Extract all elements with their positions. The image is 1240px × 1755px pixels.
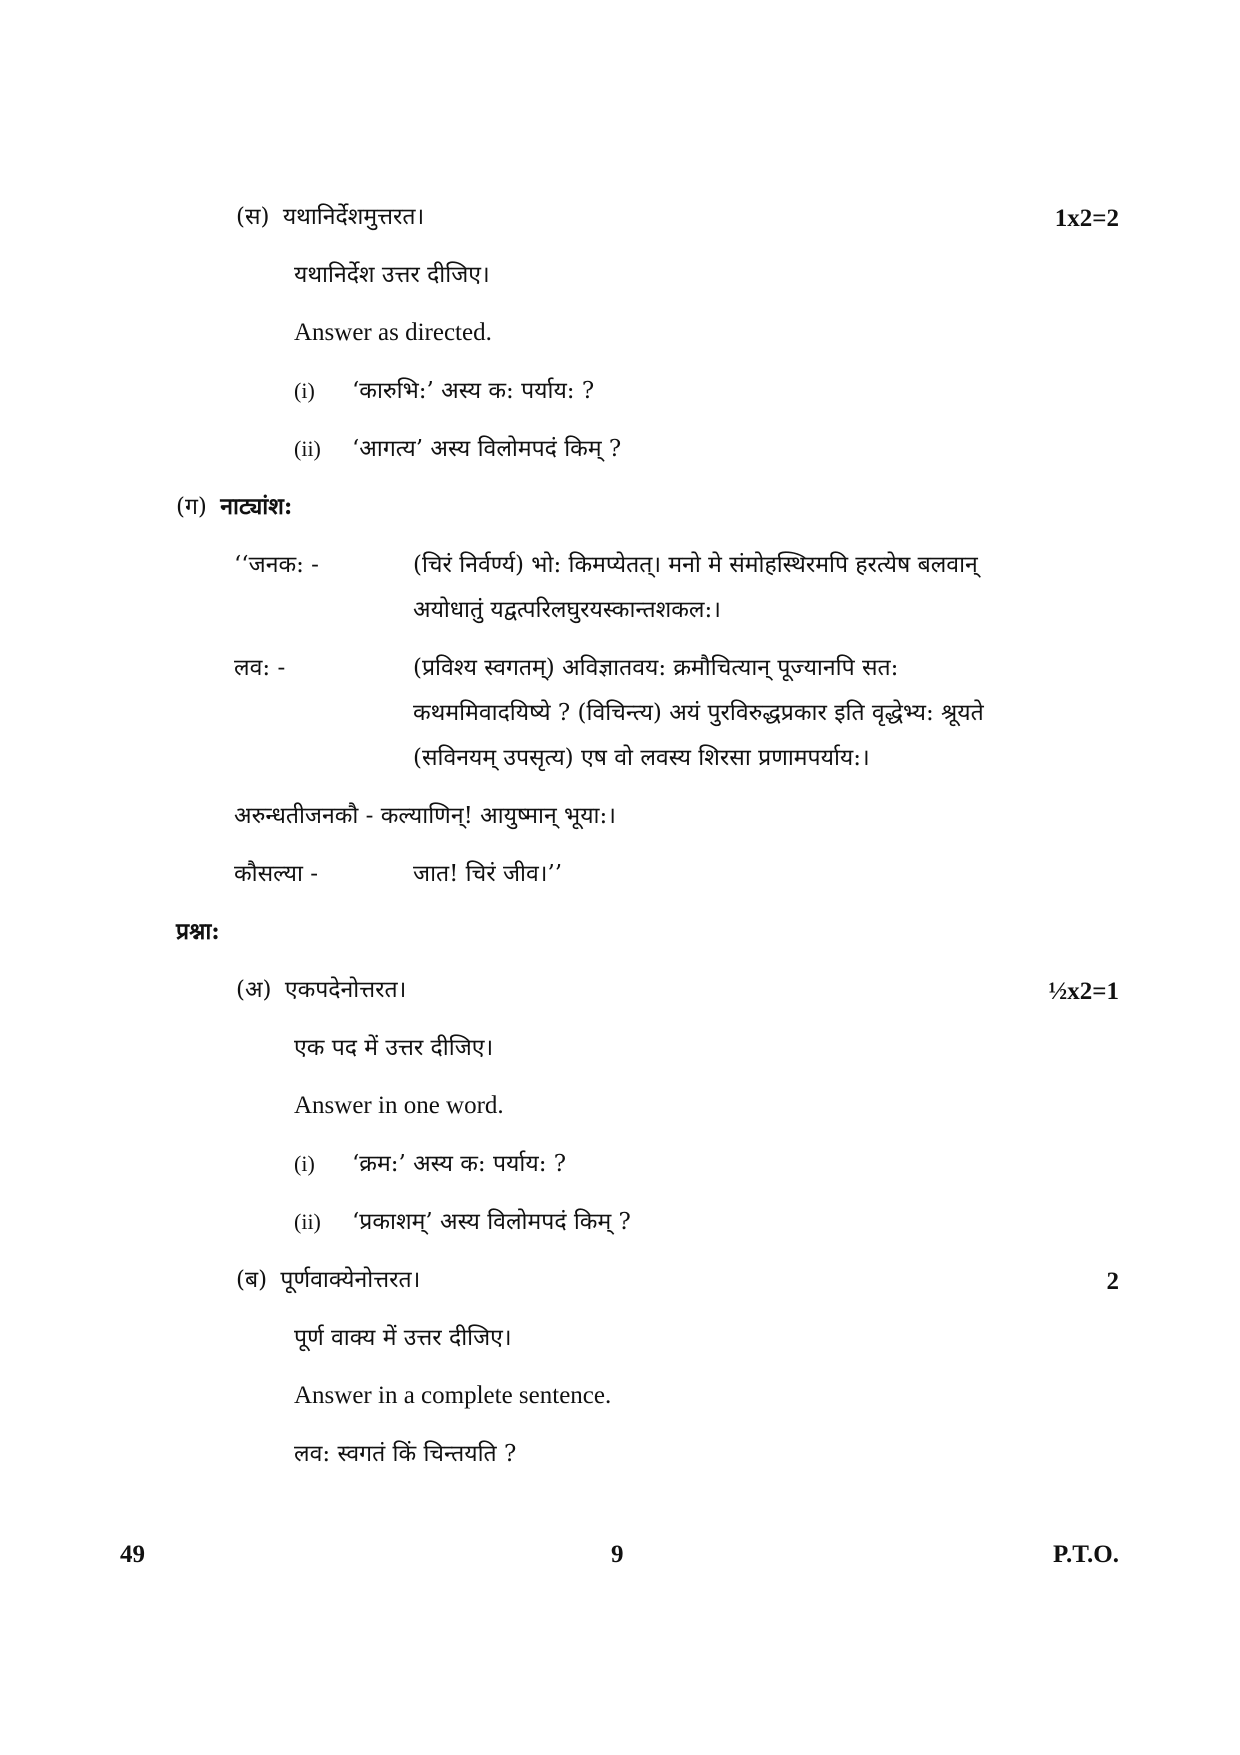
question-item (294, 1149, 566, 1179)
question-number: (i) (294, 1151, 315, 1176)
section-a-heading (236, 975, 406, 1005)
section-instruction-hindi: यथानिर्देश उत्तर दीजिए। (294, 262, 490, 288)
section-instruction-sanskrit: एकपदेनोत्तरत। (284, 977, 407, 1003)
section-instruction-english: Answer in a complete sentence. (294, 1382, 612, 1409)
paper-code: 49 (120, 1541, 145, 1568)
questions-heading: प्रश्ना: (176, 918, 220, 945)
section-instruction-hindi: पूर्ण वाक्य में उत्तर दीजिए। (294, 1325, 512, 1351)
dialogue-speaker: ‘‘जनक: - (234, 552, 319, 578)
question-item (294, 434, 621, 464)
section-label: (स) (236, 204, 270, 230)
section-instruction-sanskrit: यथानिर्देशमुत्तरत। (282, 204, 425, 230)
section-instruction-hindi: एक पद में उत्तर दीजिए। (294, 1035, 494, 1061)
dialogue-line: (प्रविश्य स्वगतम्) अविज्ञातवय: क्रमौचित्यान् पूज्यानपि सत: (413, 655, 899, 681)
question-text: लव: स्वगतं किं चिन्तयति ? (294, 1441, 517, 1467)
section-g-heading (176, 492, 292, 522)
dialogue-speaker: लव: - (234, 655, 286, 681)
question-number: (i) (294, 378, 315, 403)
question-text: ‘क्रम:’ अस्य क: पर्याय: ? (352, 1151, 567, 1177)
section-s-heading (236, 202, 424, 232)
section-instruction-english: Answer in one word. (294, 1092, 504, 1119)
dialogue-line: कथममिवादयिष्ये ? (विचिन्त्य) अयं पुरविरुद्धप्रकार इति वृद्धेभ्य: श्रूयते (413, 700, 984, 726)
pto-label: P.T.O. (1053, 1541, 1119, 1568)
question-text: ‘आगत्य’ अस्य विलोमपदं किम् ? (352, 436, 622, 462)
section-instruction-sanskrit: पूर्णवाक्येनोत्तरत। (280, 1267, 421, 1293)
section-title: नाट्यांश: (220, 493, 293, 520)
question-item (294, 1207, 631, 1237)
marks-label: 1x2=2 (1054, 205, 1119, 232)
marks-label: ½x2=1 (1048, 978, 1119, 1005)
section-instruction-english: Answer as directed. (294, 319, 492, 346)
section-b-heading (236, 1265, 420, 1295)
question-text: ‘प्रकाशम्’ अस्य विलोमपदं किम् ? (352, 1209, 631, 1235)
question-text: ‘कारुभि:’ अस्य क: पर्याय: ? (352, 378, 595, 404)
page-number: 9 (611, 1541, 624, 1568)
question-number: (ii) (294, 436, 321, 461)
dialogue-speaker: कौसल्या - (234, 861, 319, 887)
question-number: (ii) (294, 1209, 321, 1234)
section-label: (ग) (176, 494, 207, 520)
dialogue-line: अयोधातुं यद्वत्परिलघुरयस्कान्तशकल:। (413, 597, 721, 623)
section-label: (अ) (236, 977, 272, 1003)
dialogue-line: (सविनयम् उपसृत्य) एष वो लवस्य शिरसा प्रणामपर्याय:। (413, 745, 870, 771)
section-label: (ब) (236, 1267, 268, 1293)
dialogue-line: (चिरं निर्वर्ण्य) भो: किमप्येतत्। मनो मे संमोहस्थिरमपि हरत्येष बलवान् (413, 552, 978, 578)
marks-label: 2 (1106, 1268, 1119, 1295)
dialogue-line: जात! चिरं जीव।’’ (413, 861, 563, 887)
dialogue-speaker: अरुन्धतीजनकौ - कल्याणिन्! आयुष्मान् भूया:। (234, 803, 616, 829)
question-item (294, 376, 594, 406)
